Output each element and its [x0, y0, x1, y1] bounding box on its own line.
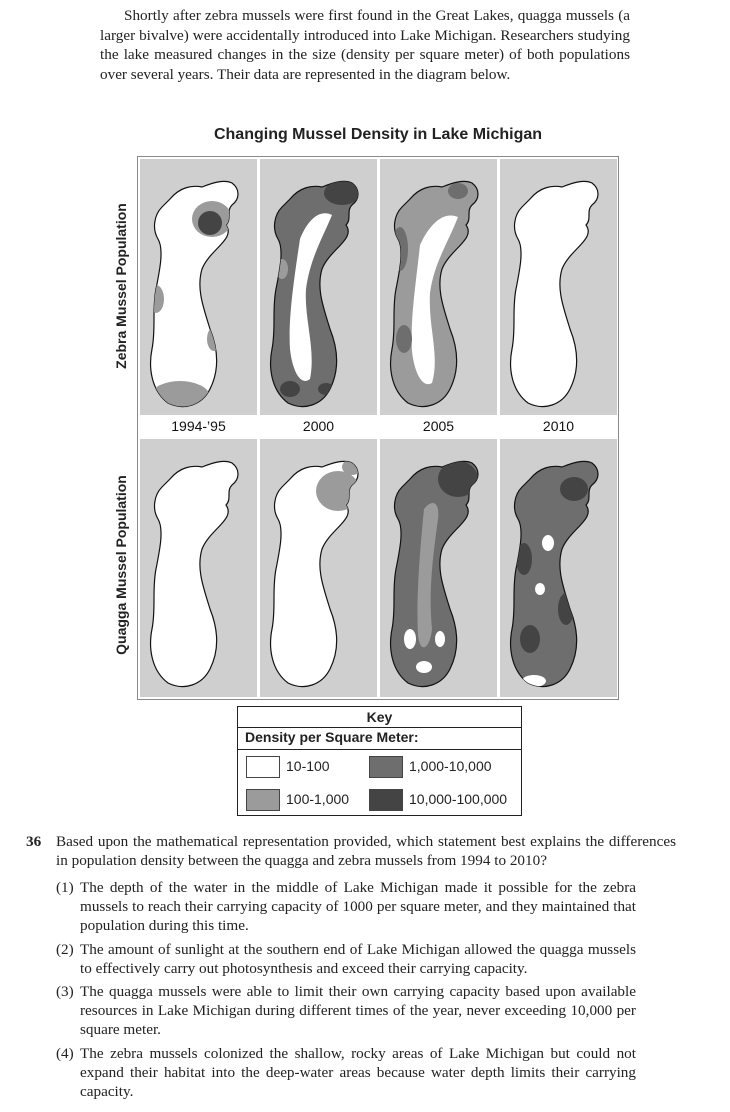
zebra-map-1994 — [140, 159, 257, 417]
mussel-density-figure — [138, 157, 618, 699]
key-title: Key — [238, 707, 521, 728]
key-label: 10-100 — [286, 758, 330, 774]
zebra-row-label: Zebra Mussel Population — [113, 203, 129, 369]
swatch-100-1000 — [246, 789, 280, 811]
key-divider — [238, 749, 521, 750]
option-text: The quagga mussels were able to limit their own carrying capacity based upon available resources in Lake Michigan during different times of the year, never exceeding 10,000 per square meter. — [80, 983, 636, 1038]
zebra-map-2000 — [260, 159, 377, 417]
zebra-map-2010 — [500, 159, 617, 417]
intro-paragraph: Shortly after zebra mussels were first found in the Great Lakes, quagga mussels (a larger bivalve) were accidentally introduced into Lake Michigan. Researchers studying the lake measured changes in the size (density per square meter) of both populations over several years. Their data are represented in the diagram below. — [100, 7, 630, 83]
quagga-map-2010 — [500, 439, 617, 697]
quagga-map-2000 — [260, 439, 377, 697]
question-number: 36 — [26, 833, 42, 850]
key-label: 100-1,000 — [286, 791, 350, 807]
quagga-row-label: Quagga Mussel Population — [113, 475, 129, 655]
swatch-10-100 — [246, 756, 280, 778]
figure-title: Changing Mussel Density in Lake Michigan — [213, 126, 543, 143]
key-label: 1,000-10,000 — [409, 758, 492, 774]
swatch-10000-100000 — [369, 789, 403, 811]
year-label: 2005 — [422, 418, 455, 434]
year-label: 2010 — [542, 418, 575, 434]
legend-key — [237, 706, 522, 816]
key-label: 10,000-100,000 — [409, 791, 508, 807]
year-label: 1994-’95 — [171, 418, 226, 434]
year-labels — [138, 415, 618, 439]
option-number: (2) — [56, 941, 74, 958]
option-number: (1) — [56, 879, 74, 896]
option-number: (4) — [56, 1045, 74, 1062]
year-label: 2000 — [302, 418, 335, 434]
option-text: The amount of sunlight at the southern end of Lake Michigan allowed the quagga mussels to effectively carry out photosynthesis and exceed their carrying capacity. — [80, 941, 636, 977]
quagga-map-2005 — [380, 439, 497, 697]
key-subtitle: Density per Square Meter: — [245, 729, 419, 745]
swatch-1000-10000 — [369, 756, 403, 778]
option-text: The zebra mussels colonized the shallow, rocky areas of Lake Michigan but could not expand their habitat into the deep-water areas because water depth limits their carrying capacity. — [80, 1045, 636, 1100]
question-text: Based upon the mathematical representation provided, which statement best explains the differences in population density between the quagga and zebra mussels from 1994 to 2010? — [56, 833, 676, 869]
zebra-map-2005 — [380, 159, 497, 417]
option-text: The depth of the water in the middle of Lake Michigan made it possible for the zebra mussels to reach their carrying capacity of 1000 per square meter, and they maintained that population during this time. — [80, 879, 636, 934]
quagga-map-1994 — [140, 439, 257, 697]
option-number: (3) — [56, 983, 74, 1000]
